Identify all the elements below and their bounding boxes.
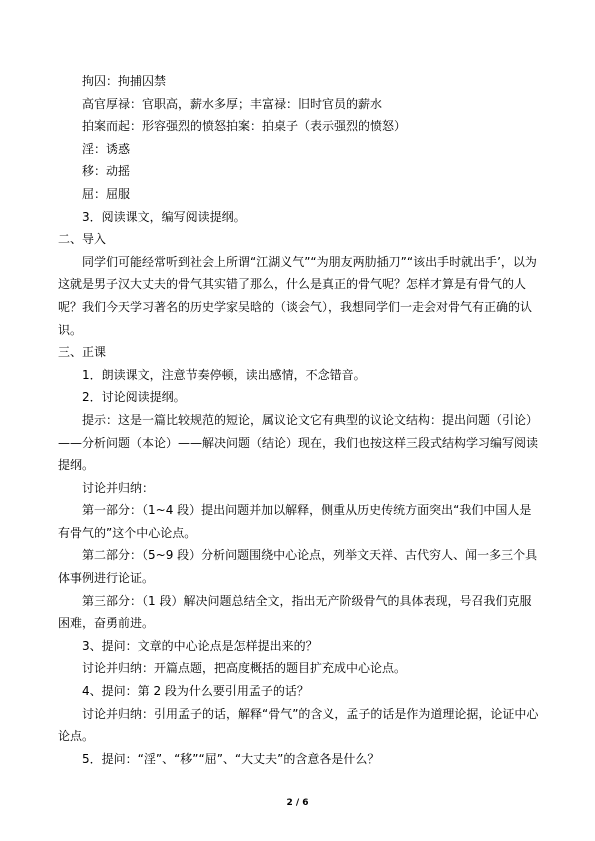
answer-3: 讨论并归纳：开篇点题，把高度概括的题目扩充成中心论点。	[82, 661, 407, 676]
section-heading-intro: 二、导入	[58, 232, 107, 247]
lesson-step-1: 1．朗读课文，注意节奏停顿，读出感情，不念错音。	[82, 367, 366, 382]
question-3: 3、提问：文章的中心论点是怎样提出来的？	[82, 638, 318, 653]
hint-paragraph: 提示：这是一篇比较规范的短论，属议论文它有典型的议论文结构：提出问题（引论）——分析问题（本论）——解决问题（结论）现在，我们也按这样三段式结构学习编写阅读提纲。	[58, 412, 539, 473]
vocab-paianerqi: 拍案而起：形容强烈的愤怒拍案：拍桌子（表示强烈的愤怒）	[82, 119, 407, 134]
vocab-yin: 淫：诱惑	[82, 141, 131, 156]
part-one-paragraph: 第一部分：（1~4 段）提出问题并加以解释，侧重从历史传统方面突出“我们中国人是有骨气的”这个中心论点。	[58, 503, 532, 540]
vocab-yi: 移：动摇	[82, 164, 131, 179]
question-5: 5．提问：“淫”、“移”“屈”、“大丈夫”的含意各是什么？	[82, 751, 380, 766]
answer-4-paragraph: 讨论并归纳：引用孟子的话，解释“骨气”的含义，孟子的话是作为道理论据，论证中心论点。	[58, 706, 539, 744]
vocab-juqiu: 拘囚：拘捕囚禁	[82, 74, 167, 88]
vocab-gaoguanhoulu: 高官厚禄：官职高，薪水多厚；丰富禄：旧时官员的薪水	[82, 96, 383, 111]
page-number: 2 / 6	[286, 798, 309, 808]
lesson-step-2: 2．讨论阅读提纲。	[82, 390, 186, 405]
question-4: 4、提问：第 2 段为什么要引用孟子的话？	[82, 684, 309, 699]
task-read-outline: 3．阅读课文，编写阅读提纲。	[82, 209, 246, 224]
part-three-paragraph: 第三部分：（1 段）解决问题总结全文，指出无产阶级骨气的具体表现，号召我们克服困难，奋勇前进。	[58, 593, 532, 631]
section-heading-lesson: 三、正课	[58, 345, 107, 360]
part-two-paragraph: 第二部分：（5~9 段）分析问题围绕中心论点，列举文天祥、古代穷人、闻一多三个具体事例进行论证。	[58, 548, 538, 586]
intro-paragraph: 同学们可能经常听到社会上所谓“江湖义气”“为朋友两肋插刀”“该出手时就出手’，以为这就是男子汉大丈夫的骨气其实错了那么，什么是真正的骨气呢？怎样才算是有骨气的人呢？我们今天学习著名的历史学家吴晗的（谈会气），我想同学们一走会对骨气有正确的认识。	[58, 254, 537, 337]
discuss-label: 讨论并归纳：	[82, 480, 155, 495]
vocab-qu: 屈：屈服	[82, 186, 131, 201]
document-body	[58, 70, 540, 770]
